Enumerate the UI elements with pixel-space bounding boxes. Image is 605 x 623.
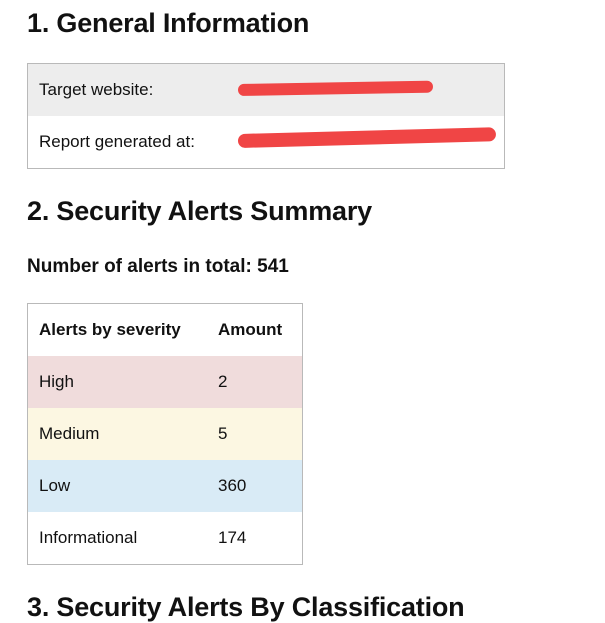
severity-label: Low bbox=[39, 476, 71, 495]
severity-amount: 5 bbox=[218, 424, 228, 443]
severity-label: High bbox=[39, 372, 74, 391]
severity-row-high bbox=[28, 356, 302, 408]
report-generated-label: Report generated at: bbox=[39, 132, 195, 151]
severity-amount: 360 bbox=[218, 476, 247, 495]
section-title-security-alerts-summary: 2. Security Alerts Summary bbox=[27, 196, 372, 226]
alerts-by-severity-table bbox=[27, 303, 303, 565]
severity-row-medium bbox=[28, 408, 302, 460]
severity-label: Medium bbox=[39, 424, 100, 443]
severity-label: Informational bbox=[39, 528, 138, 547]
header-alerts-by-severity: Alerts by severity bbox=[39, 320, 181, 339]
redacted-report-timestamp bbox=[238, 127, 496, 148]
general-information-table bbox=[27, 63, 505, 169]
severity-amount: 2 bbox=[218, 372, 228, 391]
section-title-general-information: 1. General Information bbox=[27, 8, 310, 38]
report-generated-row bbox=[28, 116, 504, 168]
severity-row-informational bbox=[28, 512, 302, 564]
severity-amount: 174 bbox=[218, 528, 247, 547]
header-amount: Amount bbox=[218, 320, 283, 339]
target-website-label: Target website: bbox=[39, 80, 154, 99]
severity-table-header bbox=[28, 304, 302, 356]
target-website-row bbox=[28, 64, 504, 116]
alerts-total-text: Number of alerts in total: 541 bbox=[27, 256, 289, 277]
section-title-security-alerts-by-classification: 3. Security Alerts By Classification bbox=[27, 592, 465, 622]
redacted-target-website bbox=[238, 81, 433, 96]
severity-row-low bbox=[28, 460, 302, 512]
